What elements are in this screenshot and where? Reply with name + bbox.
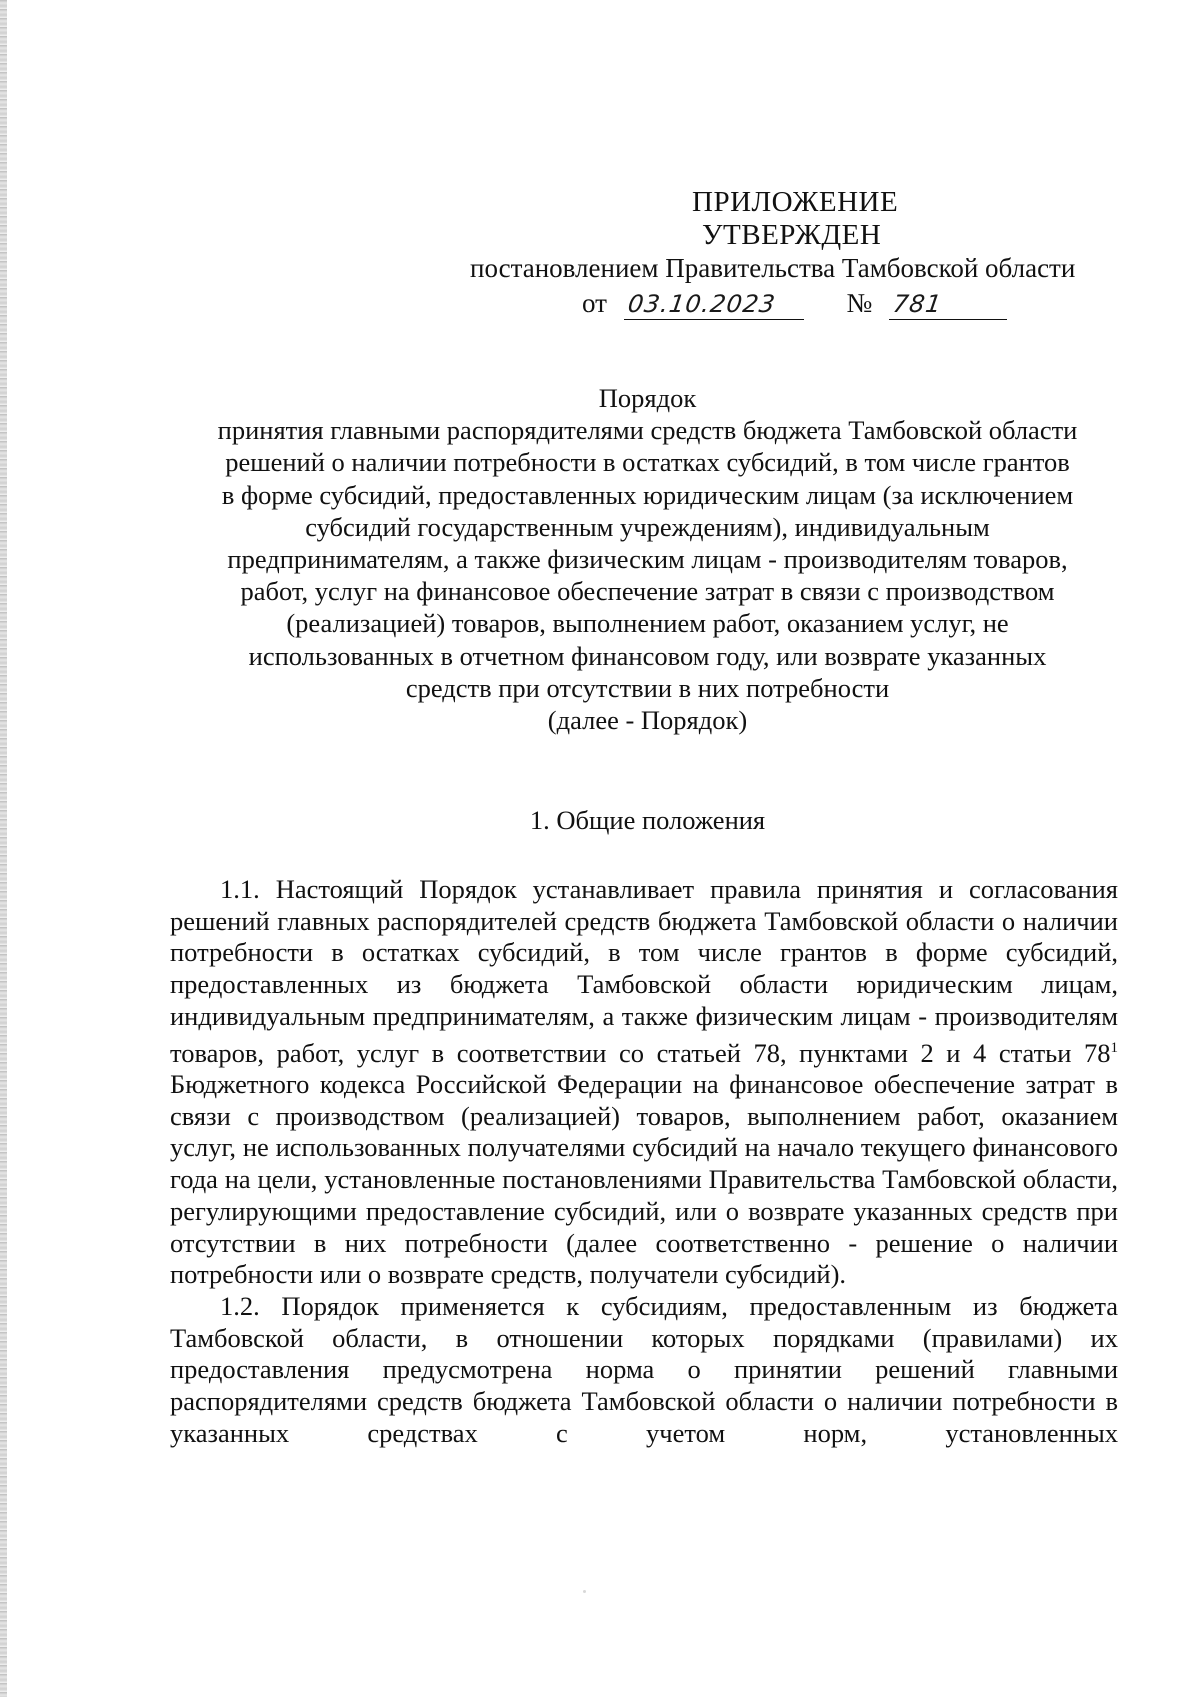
date-prefix: от <box>582 288 607 318</box>
paragraph-1-1-text-b: Бюджетного кодекса Российской Федерации на финансовое обеспечение затрат в связи с производством (реализацией) товаров, выполнением работ, оказанием услуг, не использованных получателями субсидий на начало текущего финансового года на цели, установленные постановлениями Правительства Тамбовской области, регулирующими предоставление субсидий, или о возврате указанных средств при отсутствии в них потребности (далее соответственно - решение о наличии потребности или о возврате средств, получатели субсидий). <box>170 1069 1118 1290</box>
title-line: в форме субсидий, предоставленных юридическим лицам (за исключением <box>221 479 1074 510</box>
superscript: 1 <box>1110 1039 1118 1056</box>
date-number-line <box>470 287 1120 320</box>
appendix-label: ПРИЛОЖЕНИЕ <box>692 186 899 218</box>
document-body <box>170 874 1118 1449</box>
paragraph-1-1 <box>170 874 1118 1291</box>
title-line: предпринимателям, а также физическим лицам - производителям товаров, <box>227 544 1068 575</box>
title-line: средств при отсутствии в них потребности <box>405 672 890 703</box>
title-line: принятия главными распорядителями средств бюджета Тамбовской области <box>217 415 1078 446</box>
title-line: Порядок <box>598 383 697 413</box>
number-prefix: № <box>846 288 873 318</box>
paragraph-1-1-text-a: 1.1. Настоящий Порядок устанавливает правила принятия и согласования решений главных распорядителей средств бюджета Тамбовской области о наличии потребности в остатках субсидий, в том числе грантов в форме субсидий, предоставленных из бюджета Тамбовской области юридическим лицам, индивидуальным предпринимателям, а также физическим лицам - производителям товаров, работ, услуг в соответствии со статьей 78, пунктами 2 и 4 статьи 78 <box>170 874 1118 1068</box>
handwritten-date: 03.10.2023 <box>625 290 778 318</box>
paragraph-1-2: 1.2. Порядок применяется к субсидиям, предоставленным из бюджета Тамбовской области, в отношении которых порядками (правилами) их предоставления предусмотрена норма о принятии решений главными распорядителями средств бюджета Тамбовской области о наличии потребности в указанных средствах с учетом норм, установленных <box>170 1290 1118 1448</box>
number-field <box>889 289 1007 320</box>
date-field <box>624 289 804 320</box>
title-line: (далее - Порядок) <box>547 705 748 736</box>
title-line: субсидий государственным учреждениям), индивидуальным <box>305 511 990 542</box>
title-line: решений о наличии потребности в остатках субсидий, в том числе грантов <box>225 447 1070 478</box>
approval-stamp-block <box>470 186 1120 320</box>
approved-label: УТВЕРЖДЕН <box>702 219 882 251</box>
scan-speck <box>583 1590 586 1593</box>
title-line: (реализацией) товаров, выполнением работ, оказанием услуг, не <box>286 608 1009 639</box>
section-heading: 1. Общие положения <box>529 805 766 835</box>
scan-edge <box>0 0 7 1697</box>
title-line: работ, услуг на финансовое обеспечение затрат в связи с производством <box>240 576 1055 607</box>
handwritten-number: 781 <box>891 290 944 318</box>
decree-label: постановлением Правительства Тамбовской области <box>470 253 1076 283</box>
title-line: использованных в отчетном финансовом году, или возврате указанных <box>248 640 1047 671</box>
document-title <box>170 382 1125 736</box>
